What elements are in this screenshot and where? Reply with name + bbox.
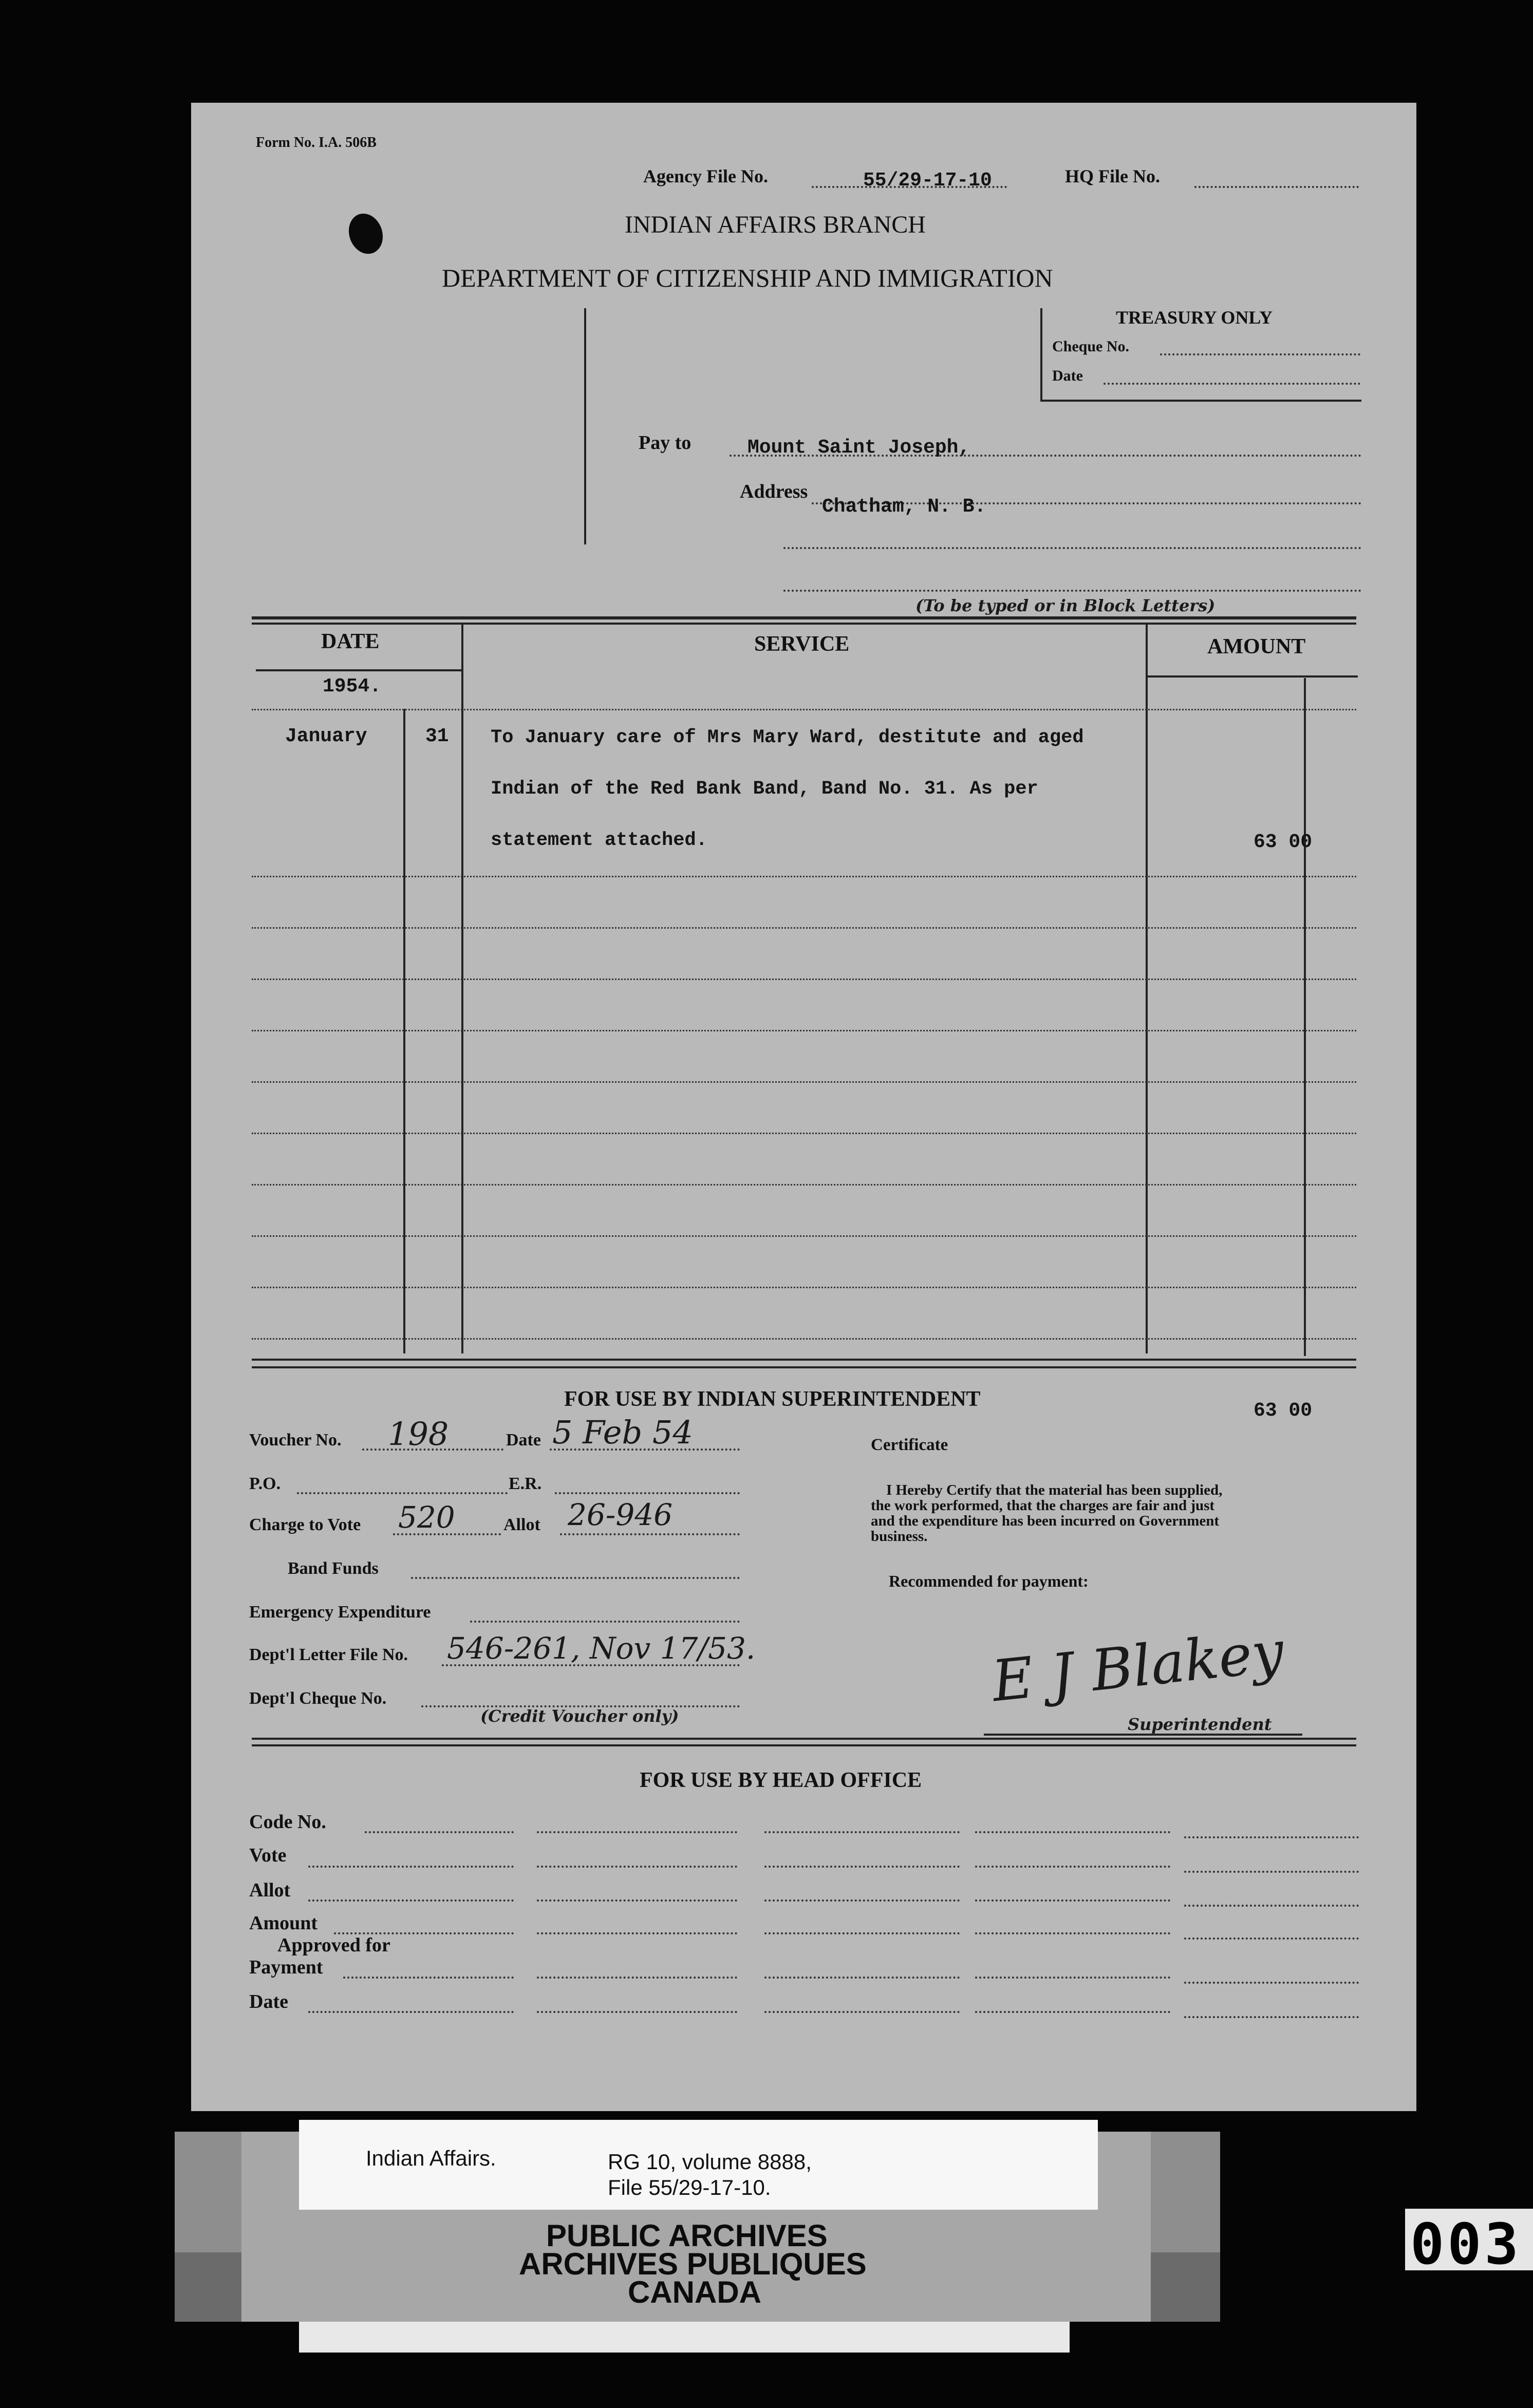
ho-dots bbox=[975, 1831, 1170, 1833]
archive-stamp-line-3: CANADA bbox=[628, 2275, 761, 2309]
ho-dots bbox=[975, 1977, 1170, 1979]
row-line bbox=[252, 709, 1356, 710]
certificate-line-2: the work performed, that the charges are fair and just bbox=[871, 1497, 1215, 1514]
pay-to-label: Pay to bbox=[639, 432, 691, 454]
service-header: SERVICE bbox=[754, 632, 850, 656]
charge-vote-label: Charge to Vote bbox=[249, 1515, 361, 1534]
ho-dots bbox=[308, 1899, 514, 1902]
superintendent-signature: E J Blakey bbox=[988, 1618, 1287, 1715]
recommended-label: Recommended for payment: bbox=[889, 1572, 1089, 1590]
er-label: E.R. bbox=[509, 1474, 542, 1493]
branch-title: INDIAN AFFAIRS BRANCH bbox=[625, 211, 926, 238]
table-top-rule bbox=[252, 616, 1356, 619]
certificate-line-1: I Hereby Certify that the material has been supplied, bbox=[886, 1482, 1223, 1498]
date-header-rule bbox=[256, 669, 461, 671]
table-month: January bbox=[285, 725, 367, 747]
head-office-amount-label: Amount bbox=[249, 1912, 318, 1934]
row-line bbox=[252, 876, 1356, 877]
credit-note: (Credit Voucher only) bbox=[480, 1706, 679, 1726]
row-line bbox=[252, 1287, 1356, 1288]
ho-dots bbox=[365, 1831, 514, 1833]
ho-dots bbox=[537, 1932, 737, 1934]
ho-dots bbox=[334, 1932, 514, 1934]
ho-dots bbox=[537, 1899, 737, 1902]
date-header: DATE bbox=[321, 630, 380, 653]
row-line bbox=[252, 1338, 1356, 1340]
voucher-value: 198 bbox=[388, 1415, 449, 1453]
table-top-rule-2 bbox=[252, 623, 1356, 625]
head-office-title: FOR USE BY HEAD OFFICE bbox=[640, 1769, 922, 1792]
archive-stamp-line-1: PUBLIC ARCHIVES bbox=[546, 2218, 828, 2253]
letter-file-value: 546-261, Nov 17/53. bbox=[447, 1631, 756, 1666]
er-dots bbox=[555, 1492, 740, 1494]
service-line-2: Indian of the Red Bank Band, Band No. 31. As per bbox=[491, 778, 1038, 800]
ho-dots bbox=[764, 1977, 960, 1979]
treasury-title: TREASURY ONLY bbox=[1116, 307, 1273, 328]
head-office-approved-label: Approved for bbox=[277, 1934, 390, 1956]
allot-label: Allot bbox=[503, 1515, 540, 1534]
agency-file-value: 55/29-17-10 bbox=[863, 170, 992, 192]
emergency-label: Emergency Expenditure bbox=[249, 1603, 431, 1622]
block-letters-note: (To be typed or in Block Letters) bbox=[915, 596, 1216, 615]
agency-file-label: Agency File No. bbox=[643, 166, 768, 186]
ho-dots bbox=[764, 2011, 960, 2013]
row-line bbox=[252, 1184, 1356, 1186]
ho-dots bbox=[975, 1932, 1170, 1934]
service-line-1: To January care of Mrs Mary Ward, destitute and aged bbox=[491, 727, 1084, 748]
ho-dots bbox=[308, 1866, 514, 1868]
cheque-label: Dept'l Cheque No. bbox=[249, 1689, 387, 1708]
ho-dots bbox=[537, 1831, 737, 1833]
archive-stamp-line-2: ARCHIVES PUBLIQUES bbox=[519, 2247, 867, 2281]
col-cents-left bbox=[1304, 678, 1306, 1356]
ho-dots bbox=[537, 1866, 737, 1868]
po-label: P.O. bbox=[249, 1474, 281, 1493]
form-number: Form No. I.A. 506B bbox=[256, 135, 377, 150]
band-funds-label: Band Funds bbox=[288, 1559, 379, 1578]
ho-dots bbox=[975, 1866, 1170, 1868]
head-office-allot-label: Allot bbox=[249, 1879, 291, 1901]
archive-label-right-1: RG 10, volume 8888, bbox=[608, 2150, 812, 2174]
voucher-label: Voucher No. bbox=[249, 1431, 342, 1450]
pay-to-value: Mount Saint Joseph, bbox=[747, 437, 970, 459]
line-amount: 63 00 bbox=[1254, 831, 1313, 853]
table-bottom-rule bbox=[252, 1359, 1356, 1361]
ho-dots bbox=[1184, 1905, 1359, 1907]
row-line bbox=[252, 979, 1356, 980]
emergency-dots bbox=[470, 1621, 740, 1623]
address-dots-3 bbox=[783, 590, 1361, 592]
voucher-date-value: 5 Feb 54 bbox=[552, 1414, 693, 1451]
head-office-payment-label: Payment bbox=[249, 1956, 323, 1978]
superintendent-total: 63 00 bbox=[1254, 1400, 1313, 1422]
hq-file-dots bbox=[1194, 186, 1359, 188]
address-label: Address bbox=[740, 481, 808, 502]
archive-label-left: Indian Affairs. bbox=[366, 2146, 496, 2170]
amount-header: AMOUNT bbox=[1207, 635, 1306, 659]
charge-vote-value: 520 bbox=[398, 1500, 455, 1535]
row-line bbox=[252, 1235, 1356, 1237]
head-office-date-label: Date bbox=[249, 1991, 288, 2012]
ho-dots bbox=[537, 2011, 737, 2013]
row-line bbox=[252, 1081, 1356, 1083]
treasury-cheque-dots bbox=[1160, 353, 1360, 355]
row-line bbox=[252, 927, 1356, 929]
table-year: 1954. bbox=[323, 675, 382, 698]
archive-card-shadow bbox=[175, 2252, 241, 2322]
archive-card-bottom-strip bbox=[299, 2322, 1070, 2353]
ho-dots bbox=[764, 1831, 960, 1833]
frame-number: 003 bbox=[1410, 2211, 1522, 2277]
signature-role: Superintendent bbox=[1128, 1715, 1272, 1734]
head-office-vote-label: Vote bbox=[249, 1845, 287, 1866]
ho-dots bbox=[1184, 1982, 1359, 1984]
treasury-box-bottom bbox=[1040, 400, 1361, 402]
ho-dots bbox=[975, 1899, 1170, 1902]
voucher-date-label: Date bbox=[506, 1431, 541, 1450]
treasury-cheque-label: Cheque No. bbox=[1052, 338, 1130, 355]
ho-dots bbox=[975, 2011, 1170, 2013]
certificate-title: Certificate bbox=[871, 1436, 948, 1454]
department-title: DEPARTMENT OF CITIZENSHIP AND IMMIGRATION bbox=[442, 264, 1053, 292]
band-funds-dots bbox=[411, 1577, 740, 1579]
treasury-date-label: Date bbox=[1052, 367, 1083, 384]
certificate-line-3: and the expenditure has been incurred on Government bbox=[871, 1513, 1220, 1529]
ho-dots bbox=[1184, 1871, 1359, 1873]
service-line-3: statement attached. bbox=[491, 830, 707, 851]
address-dots-2 bbox=[783, 547, 1361, 549]
archive-card-shadow-right bbox=[1151, 2252, 1220, 2322]
row-line bbox=[252, 1133, 1356, 1134]
ho-dots bbox=[1184, 2016, 1359, 2018]
treasury-date-dots bbox=[1104, 383, 1360, 385]
col-service-left bbox=[461, 623, 463, 1353]
ho-dots bbox=[343, 1977, 514, 1979]
allot-value: 26-946 bbox=[568, 1497, 673, 1532]
amount-header-rule bbox=[1147, 675, 1358, 678]
table-bottom-rule-2 bbox=[252, 1366, 1356, 1368]
ho-dots bbox=[308, 2011, 514, 2013]
row-line bbox=[252, 1030, 1356, 1031]
payee-divider bbox=[584, 308, 586, 544]
hq-file-label: HQ File No. bbox=[1065, 166, 1160, 186]
ho-dots bbox=[764, 1932, 960, 1934]
head-office-rule-2 bbox=[252, 1744, 1356, 1746]
address-value: Chatham, N. B. bbox=[822, 496, 986, 518]
ho-dots bbox=[764, 1899, 960, 1902]
letter-file-label: Dept'l Letter File No. bbox=[249, 1645, 408, 1664]
treasury-box-left bbox=[1040, 308, 1042, 401]
head-office-code-label: Code No. bbox=[249, 1811, 326, 1833]
head-office-rule bbox=[252, 1738, 1356, 1740]
ho-dots bbox=[1184, 1836, 1359, 1838]
po-dots bbox=[297, 1492, 508, 1494]
ho-dots bbox=[1184, 1937, 1359, 1940]
table-day: 31 bbox=[425, 725, 449, 747]
allot-dots bbox=[560, 1533, 740, 1535]
certificate-line-4: business. bbox=[871, 1528, 928, 1545]
ho-dots bbox=[537, 1977, 737, 1979]
superintendent-title: FOR USE BY INDIAN SUPERINTENDENT bbox=[564, 1387, 981, 1411]
ho-dots bbox=[764, 1866, 960, 1868]
archive-label-right-2: File 55/29-17-10. bbox=[608, 2175, 771, 2199]
col-amount-left bbox=[1146, 623, 1148, 1353]
form-sheet bbox=[191, 103, 1416, 2111]
